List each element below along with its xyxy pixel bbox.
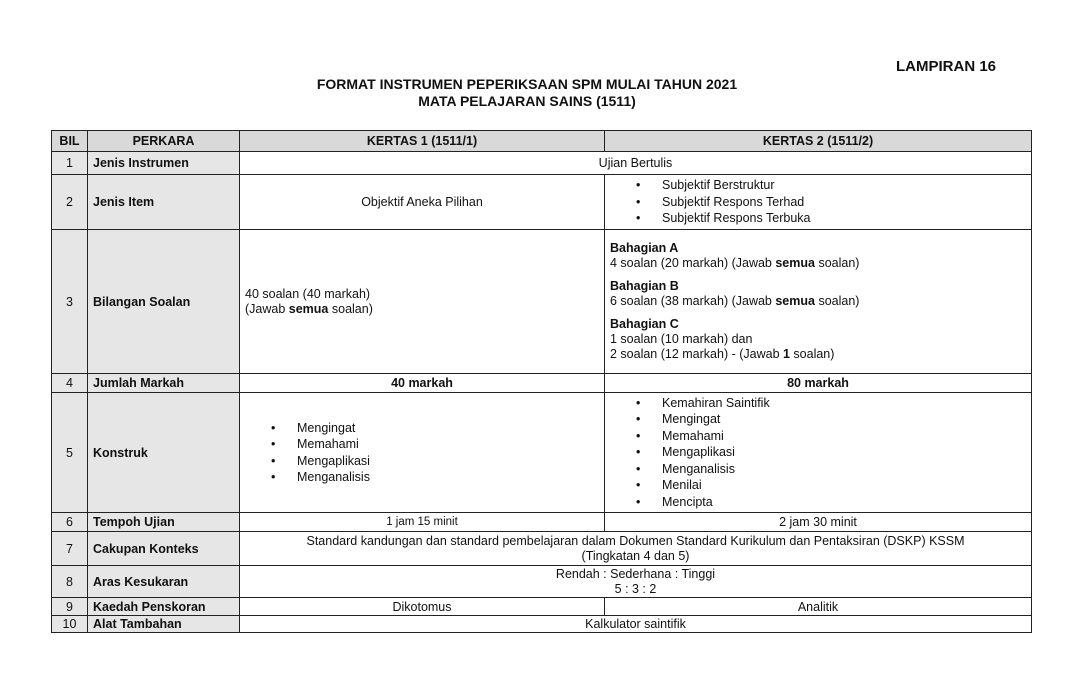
row-label: Jenis Item: [88, 175, 240, 230]
row-label: Aras Kesukaran: [88, 566, 240, 598]
text-part: (Jawab: [245, 301, 289, 316]
header-kertas-2: KERTAS 2 (1511/2): [605, 131, 1032, 152]
kertas-1-cell: Dikotomus: [240, 598, 605, 616]
row-number: 10: [52, 616, 88, 633]
list-item: • Menilai: [662, 477, 1026, 494]
konteks-line-1: Standard kandungan dan standard pembelajaran dalam Dokumen Standard Kurikulum dan Pentaksiran (DSKP) KSSM: [306, 533, 965, 548]
header-kertas-1: KERTAS 1 (1511/1): [240, 131, 605, 152]
kertas-2-cell: Analitik: [605, 598, 1032, 616]
list-item: • Kemahiran Saintifik: [662, 395, 1026, 412]
section-detail: 1 soalan (10 markah) dan: [610, 332, 753, 346]
row-label: Cakupan Konteks: [88, 532, 240, 566]
row-label: Jumlah Markah: [88, 374, 240, 393]
list-item: • Mencipta: [662, 494, 1026, 511]
section-detail: [610, 347, 1026, 362]
list-item: • Menganalisis: [662, 461, 1026, 478]
document-title: [0, 76, 1088, 110]
merged-cell: Kalkulator saintifik: [240, 616, 1032, 633]
text-part: soalan): [789, 347, 835, 361]
kertas-2-cell: 2 jam 30 minit: [605, 513, 1032, 532]
text-part: 6 soalan (38 markah) (Jawab: [610, 294, 776, 308]
kertas-2-cell: 80 markah: [605, 374, 1032, 393]
section-detail: [610, 256, 1026, 271]
text-part: 2 soalan (12 markah) - (Jawab: [610, 347, 783, 361]
text-emphasis: semua: [775, 256, 815, 270]
text-part: soalan): [814, 294, 860, 308]
row-number: 4: [52, 374, 88, 393]
section-title: Bahagian C: [610, 317, 679, 331]
row-label: Jenis Instrumen: [88, 152, 240, 175]
row-label: Kaedah Penskoran: [88, 598, 240, 616]
kertas-1-cell: 40 markah: [240, 374, 605, 393]
section-detail: [610, 294, 1026, 309]
list-item: • Mengingat: [297, 420, 599, 437]
table-row: [52, 598, 1032, 616]
table-row: [52, 393, 1032, 513]
kertas-1-cell: Objektif Aneka Pilihan: [240, 175, 605, 230]
row-number: 8: [52, 566, 88, 598]
bullet-list: [610, 395, 1026, 511]
table-row: [52, 175, 1032, 230]
section-title: Bahagian A: [610, 241, 679, 255]
merged-cell: [240, 566, 1032, 598]
table-row: [52, 566, 1032, 598]
row-number: 1: [52, 152, 88, 175]
soalan-count: 40 soalan (40 markah): [245, 286, 371, 301]
soalan-instruction: [245, 302, 599, 317]
row-number: 5: [52, 393, 88, 513]
table-row: [52, 616, 1032, 633]
list-item: • Mengingat: [662, 411, 1026, 428]
row-number: 3: [52, 230, 88, 374]
format-table: [51, 130, 1032, 633]
aras-line-1: Rendah : Sederhana : Tinggi: [555, 566, 716, 581]
list-item: • Mengaplikasi: [662, 444, 1026, 461]
list-item: • Memahami: [662, 428, 1026, 445]
row-number: 7: [52, 532, 88, 566]
merged-cell: [240, 532, 1032, 566]
table-row: [52, 532, 1032, 566]
row-label: Tempoh Ujian: [88, 513, 240, 532]
bullet-list: [610, 177, 1026, 227]
list-item: • Menganalisis: [297, 469, 599, 486]
table-row: [52, 230, 1032, 374]
lampiran-label: LAMPIRAN 16: [896, 58, 997, 75]
row-label: Alat Tambahan: [88, 616, 240, 633]
text-part: 4 soalan (20 markah) (Jawab: [610, 256, 776, 270]
list-item: • Subjektif Respons Terhad: [662, 194, 1026, 211]
text-emphasis: semua: [775, 294, 815, 308]
table-row: [52, 374, 1032, 393]
table-row: [52, 513, 1032, 532]
text-emphasis: semua: [288, 301, 329, 316]
row-number: 2: [52, 175, 88, 230]
kertas-1-cell: [240, 230, 605, 374]
list-item: • Subjektif Berstruktur: [662, 177, 1026, 194]
table-header-row: [52, 131, 1032, 152]
kertas-2-cell: [605, 175, 1032, 230]
title-line-1: FORMAT INSTRUMEN PEPERIKSAAN SPM MULAI TAHUN 2021: [316, 76, 738, 92]
row-label: Konstruk: [88, 393, 240, 513]
konteks-line-2: (Tingkatan 4 dan 5): [581, 548, 690, 563]
list-item: • Memahami: [297, 436, 599, 453]
table-row: [52, 152, 1032, 175]
list-item: • Subjektif Respons Terbuka: [662, 210, 1026, 227]
row-number: 6: [52, 513, 88, 532]
text-emphasis: 1: [783, 347, 790, 361]
aras-line-2: 5 : 3 : 2: [614, 581, 657, 596]
list-item: • Mengaplikasi: [297, 453, 599, 470]
bullet-list: [245, 420, 599, 486]
kertas-2-cell: [605, 230, 1032, 374]
section-title: Bahagian B: [610, 279, 679, 293]
text-part: soalan): [814, 256, 860, 270]
kertas-2-cell: [605, 393, 1032, 513]
kertas-1-cell: [240, 393, 605, 513]
merged-cell: Ujian Bertulis: [240, 152, 1032, 175]
title-line-2: MATA PELAJARAN SAINS (1511): [418, 93, 636, 109]
text-part: soalan): [328, 301, 373, 316]
header-bil: BIL: [52, 131, 88, 152]
header-perkara: PERKARA: [88, 131, 240, 152]
row-label: Bilangan Soalan: [88, 230, 240, 374]
row-number: 9: [52, 598, 88, 616]
kertas-1-cell: 1 jam 15 minit: [240, 513, 605, 532]
